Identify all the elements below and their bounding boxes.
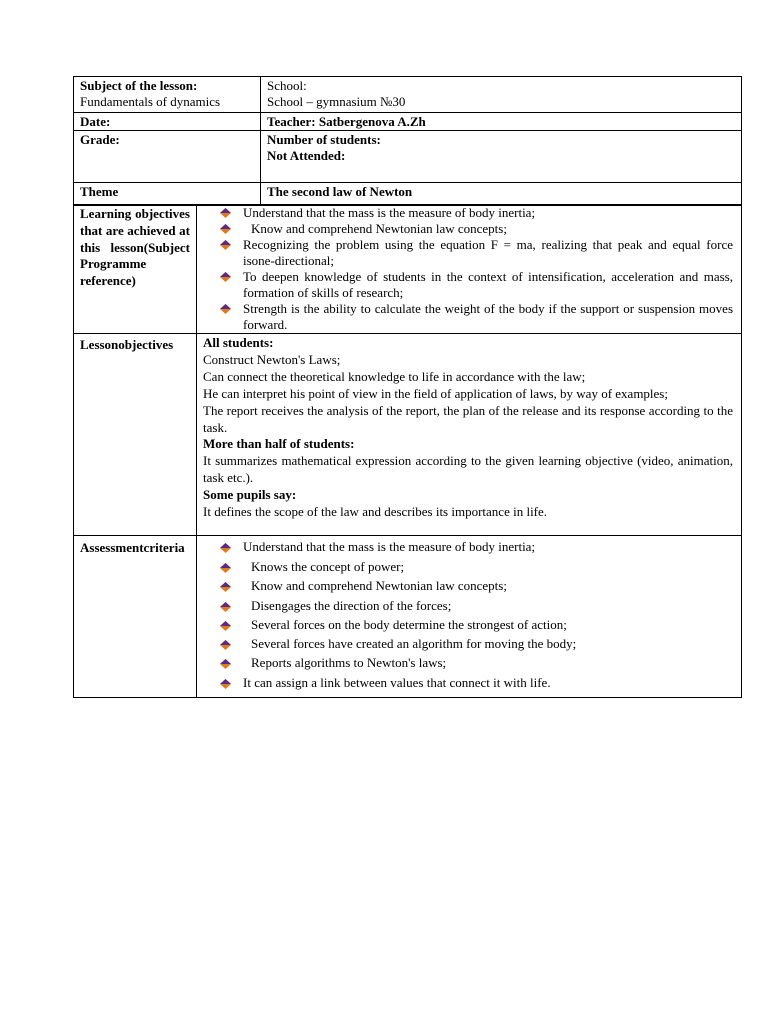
diamond-bullet-icon	[220, 272, 231, 282]
list-item-text: Disengages the direction of the forces;	[251, 597, 452, 613]
list-item	[197, 675, 733, 694]
cell-theme-value	[261, 183, 742, 206]
cell-teacher	[261, 113, 742, 131]
theme-label: Theme	[80, 184, 119, 199]
lesson-objective-text: Can connect the theoretical knowledge to life in accordance with the law;	[203, 368, 586, 384]
list-item-text: Several forces on the body determine the strongest of action;	[251, 616, 567, 632]
cell-subject	[74, 77, 261, 113]
more-than-half-heading: More than half of students:	[203, 436, 355, 452]
lesson-objective-text: Construct Newton's Laws;	[203, 351, 341, 367]
row-learning-objectives	[74, 205, 742, 334]
theme-value: The second law of Newton	[267, 184, 413, 199]
subject-label: Subject of the lesson:	[80, 78, 198, 93]
row-grade	[74, 131, 742, 183]
cell-school	[261, 77, 742, 113]
diamond-bullet-icon	[220, 563, 231, 573]
diamond-bullet-icon	[220, 582, 231, 592]
diamond-bullet-icon	[220, 224, 231, 234]
grade-label: Grade:	[80, 132, 120, 147]
all-students-heading: All students:	[203, 335, 274, 350]
list-item	[197, 617, 733, 636]
list-item-text: Know and comprehend Newtonian law concepts;	[251, 578, 507, 594]
assessment-criteria-list	[197, 539, 733, 694]
list-item-text: Understand that the mass is the measure of body inertia;	[243, 205, 536, 220]
list-item	[197, 221, 733, 237]
teacher-label: Teacher: Satbergenova A.Zh	[267, 114, 426, 129]
list-item-text: Reports algorithms to Newton's laws;	[251, 655, 447, 671]
list-item-text: Understand that the mass is the measure of body inertia;	[243, 539, 536, 554]
row-lesson-objectives	[74, 334, 742, 536]
row-date	[74, 113, 742, 131]
lesson-details-table	[73, 204, 742, 698]
date-label: Date:	[80, 114, 111, 129]
list-item	[197, 301, 733, 333]
cell-theme-label	[74, 183, 261, 206]
cell-grade	[74, 131, 261, 183]
cell-lesson-objectives-label	[74, 334, 197, 536]
diamond-bullet-icon	[220, 659, 231, 669]
list-item-text: Several forces have created an algorithm for moving the body;	[251, 636, 577, 652]
list-item	[197, 598, 733, 617]
list-item	[197, 269, 733, 301]
row-assessment-criteria	[74, 536, 742, 698]
diamond-bullet-icon	[220, 240, 231, 250]
list-item-text: Knows the concept of power;	[251, 559, 405, 574]
cell-assessment-label	[74, 536, 197, 698]
diamond-bullet-icon	[220, 304, 231, 314]
some-pupils-heading: Some pupils say:	[203, 487, 297, 503]
school-label: School:	[267, 78, 307, 93]
list-item	[197, 559, 733, 578]
list-item-text: Recognizing the problem using the equation F = ma, realizing that peak and equal force isone-directional;	[243, 237, 733, 268]
list-item-text: Strength is the ability to calculate the weight of the body if the support or suspension moves forward.	[243, 301, 733, 332]
diamond-bullet-icon	[220, 208, 231, 218]
diamond-bullet-icon	[220, 602, 231, 612]
cell-students	[261, 131, 742, 183]
cell-learning-objectives	[197, 205, 742, 334]
lesson-objectives-label: Lessonobjectives	[80, 337, 174, 352]
cell-assessment-criteria	[197, 536, 742, 698]
list-item	[197, 539, 733, 559]
lesson-objective-text: The report receives the analysis of the report, the plan of the release and its response according to the task.	[203, 402, 733, 435]
school-value: School – gymnasium №30	[267, 94, 406, 109]
lesson-plan-table	[73, 76, 742, 206]
row-theme	[74, 183, 742, 206]
cell-learning-objectives-label	[74, 205, 197, 334]
subject-value: Fundamentals of dynamics	[80, 94, 221, 109]
list-item	[197, 237, 733, 269]
list-item-text: It can assign a link between values that connect it with life.	[243, 674, 551, 690]
cell-lesson-objectives	[197, 334, 742, 536]
learning-objectives-list	[197, 205, 733, 333]
diamond-bullet-icon	[220, 621, 231, 631]
cell-date	[74, 113, 261, 131]
lesson-objective-text: It defines the scope of the law and describes its importance in life.	[203, 504, 548, 520]
row-subject	[74, 77, 742, 113]
students-label: Number of students:	[267, 132, 381, 147]
lesson-objective-text: It summarizes mathematical expression according to the given learning objective (video, animation, task etc.).	[203, 453, 733, 486]
list-item	[197, 205, 733, 221]
list-item-text: Know and comprehend Newtonian law concepts;	[251, 221, 507, 236]
list-item	[197, 636, 733, 655]
list-item-text: To deepen knowledge of students in the context of intensification, acceleration and mass, formation of skills of research;	[243, 269, 733, 300]
learning-objectives-label: Learning objectives that are achieved at this lesson(Subject Programme reference)	[80, 206, 190, 289]
diamond-bullet-icon	[220, 640, 231, 650]
lesson-objective-text: He can interpret his point of view in the field of application of laws, by way of examples;	[203, 385, 668, 401]
list-item	[197, 655, 733, 674]
diamond-bullet-icon	[220, 679, 231, 689]
list-item	[197, 578, 733, 597]
not-attended-label: Not Attended:	[267, 148, 346, 163]
assessment-criteria-label: Assessmentcriteria	[80, 540, 185, 555]
diamond-bullet-icon	[220, 543, 231, 553]
